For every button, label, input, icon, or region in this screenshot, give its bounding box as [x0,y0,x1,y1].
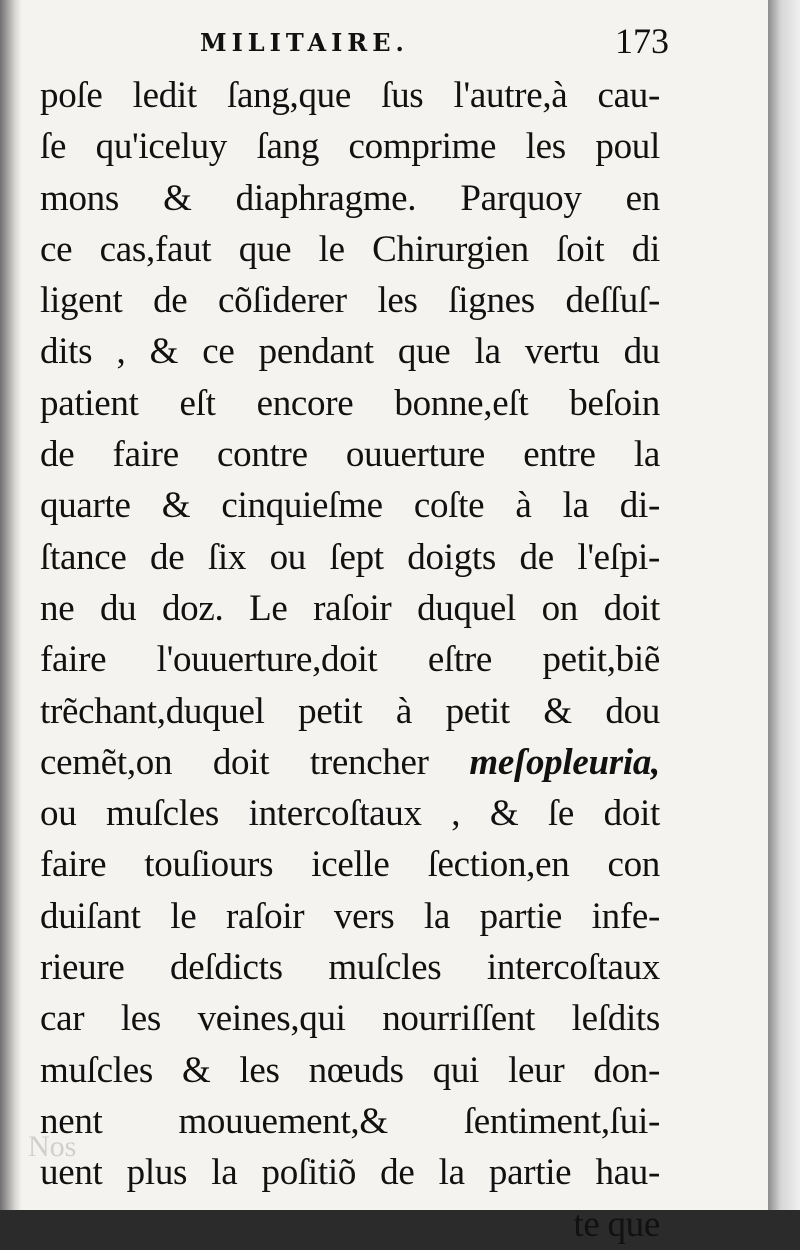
text-line: ſtance de ſix ou ſept doigts de l'eſpi- [40,536,660,578]
text-line: ce cas,faut que le Chirurgien ſoit di [40,228,660,270]
running-head [40,18,669,61]
text-line: duiſant le raſoir vers la partie infe- [40,895,660,937]
catchword-line: te que [573,1203,660,1245]
text-line: ne du doz. Le raſoir duquel on doit [40,587,660,629]
text-segment: cemẽt,on doit trencher [40,741,470,783]
text-line: patient eſt encore bonne,eſt beſoin [40,382,660,424]
text-line: faire l'ouuerture,doit eſtre petit,biẽ [40,639,660,681]
text-line-with-italic [40,737,660,788]
text-line: dits , & ce pendant que la vertu du [40,331,660,373]
text-line: rieure deſdicts muſcles intercoſtaux [40,947,660,989]
page-number: 173 [615,21,669,61]
body-text [40,70,660,1250]
text-line: muſcles & les nœuds qui leur don- [40,1049,660,1091]
text-line: quarte & cinquieſme coſte à la di- [40,485,660,527]
bleed-through-text: Nos [28,1130,77,1163]
text-line: mons & diaphragme. Parquoy en [40,177,660,219]
text-line: de faire contre ouuerture entre la [40,434,660,476]
text-line: poſe ledit ſang,que ſus l'autre,à cau- [40,75,660,116]
text-line: ſe qu'iceluy ſang comprime les poul [40,126,660,168]
text-line: trẽchant,duquel petit à petit & dou [40,690,660,732]
text-line: ou muſcles intercoſtaux , & ſe doit [40,793,660,835]
text-line: car les veines,qui nourriſſent leſdits [40,998,660,1040]
text-line: ligent de cõſiderer les ſignes deſſuſ- [40,280,660,322]
header-title: MILITAIRE. [200,28,409,57]
text-line: faire touſiours icelle ſection,en con [40,844,660,886]
text-line: uent plus la poſitiõ de la partie hau- [40,1152,660,1194]
italic-term: meſopleuria, [469,741,660,783]
text-line: nent mouuement,& ſentiment,ſui- [40,1100,660,1142]
book-edge [768,0,800,1210]
